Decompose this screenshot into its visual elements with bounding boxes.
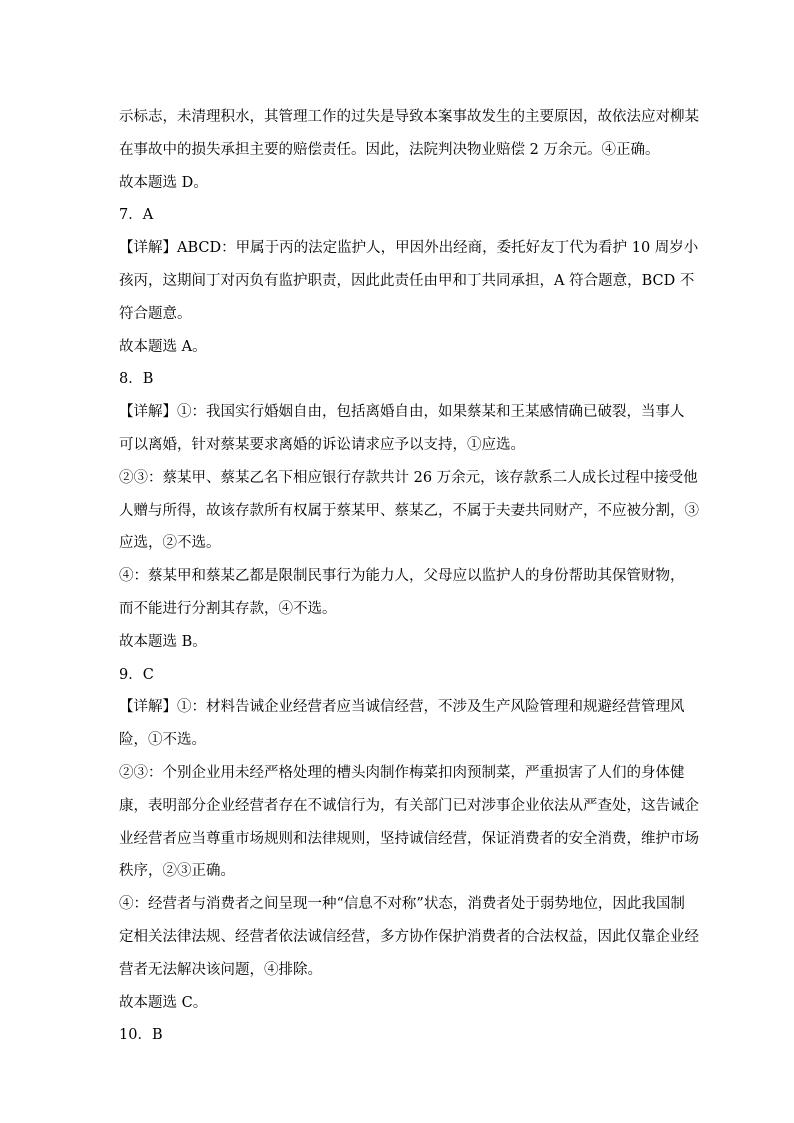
- question-number: 10．B: [119, 1027, 163, 1044]
- text-line: 秩序，②③正确。: [119, 863, 235, 880]
- explanation-line: 【详解】ABCD：甲属于丙的法定监护人，甲因外出经商，委托好友丁代为看护 10 周岁小: [119, 240, 699, 257]
- answer-conclusion: 故本题选 D。: [119, 174, 208, 191]
- answer-conclusion: 故本题选 B。: [119, 633, 207, 650]
- text-line: 应选，②不选。: [119, 535, 221, 552]
- answer-conclusion: 故本题选 C。: [119, 994, 208, 1011]
- document-body: [119, 101, 699, 1052]
- explanation-line: 【详解】①：我国实行婚姻自由，包括离婚自由，如果蔡某和王某感情确已破裂，当事人: [119, 404, 685, 421]
- text-line: 在事故中的损失承担主要的赔偿责任。因此，法院判决物业赔偿 2 万余元。④正确。: [119, 141, 660, 158]
- text-line: 定相关法律法规、经营者依法诚信经营，多方协作保护消费者的合法权益，因此仅靠企业经: [119, 928, 699, 945]
- text-line: ②③：个别企业用未经严格处理的槽头肉制作梅菜扣肉预制菜，严重损害了人们的身体健: [119, 764, 685, 781]
- question-number: 8．B: [119, 371, 154, 388]
- text-line: ④：蔡某甲和蔡某乙都是限制民事行为能力人，父母应以监护人的身份帮助其保管财物，: [119, 568, 685, 585]
- text-line: ④：经营者与消费者之间呈现一种“信息不对称”状态，消费者处于弱势地位，因此我国制: [119, 896, 685, 913]
- answer-conclusion: 故本题选 A。: [119, 338, 207, 355]
- text-line: 业经营者应当尊重市场规则和法律规则，坚持诚信经营，保证消费者的安全消费，维护市场: [119, 830, 699, 847]
- text-line: 示标志，未清理积水，其管理工作的过失是导致本案事故发生的主要原因，故依法应对柳某: [119, 109, 699, 125]
- text-line: ②③：蔡某甲、蔡某乙名下相应银行存款共计 26 万余元，该存款系二人成长过程中接受他: [119, 469, 698, 486]
- text-line: 可以离婚，针对蔡某要求离婚的诉讼请求应予以支持，①应选。: [119, 436, 525, 453]
- text-line: 符合题意。: [119, 305, 192, 322]
- explanation-line: 【详解】①：材料告诫企业经营者应当诚信经营，不涉及生产风险管理和规避经营管理风: [119, 699, 685, 716]
- text-line: 险，①不选。: [119, 732, 206, 749]
- question-number: 9．C: [119, 666, 154, 683]
- text-line: 人赠与所得，故该存款所有权属于蔡某甲、蔡某乙，不属于夫妻共同财产，不应被分割，③: [119, 502, 699, 519]
- text-line: 营者无法解决该问题，④排除。: [119, 961, 322, 978]
- text-line: 孩丙，这期间丁对丙负有监护职责，因此此责任由甲和丁共同承担，A 符合题意，BCD 不: [119, 272, 695, 289]
- text-line: 康，表明部分企业经营者存在不诚信行为，有关部门已对涉事企业依法从严查处，这告诫企: [119, 797, 699, 814]
- text-line: 而不能进行分割其存款，④不选。: [119, 600, 337, 617]
- question-number: 7．A: [119, 207, 154, 224]
